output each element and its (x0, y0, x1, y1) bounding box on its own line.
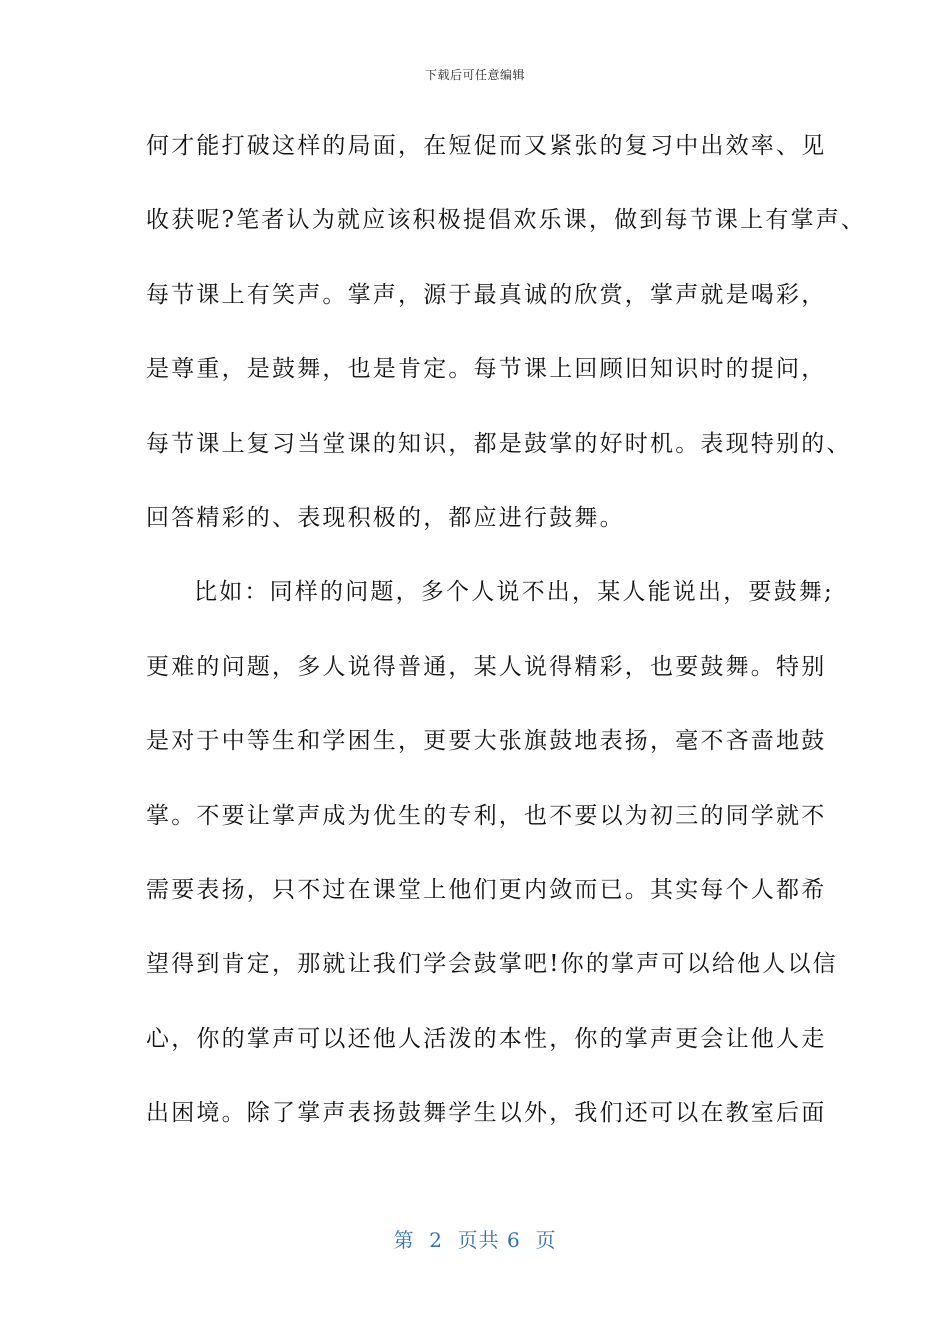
paragraph-line: 望得到肯定，那就让我们学会鼓掌吧!你的掌声可以给他人以信 (146, 951, 838, 978)
paragraph-line: 出困境。除了掌声表扬鼓舞学生以外，我们还可以在教室后面 (146, 1100, 827, 1127)
page-footer (0, 1224, 950, 1253)
paragraph-line: 回答精彩的、表现积极的，都应进行鼓舞。 (146, 504, 625, 531)
paragraph-line: 何才能打破这样的局面，在短促而又紧张的复习中出效率、见 (146, 133, 827, 159)
paragraph-line: 更难的问题，多人说得普通，某人说得精彩，也要鼓舞。特别 (146, 653, 827, 680)
page-header: 下载后可任意编辑 (424, 68, 525, 82)
paragraph-line: 掌。不要让掌声成为优生的专利，也不要以为初三的同学就不 (146, 802, 827, 829)
paragraph-line: 是尊重，是鼓舞，也是肯定。每节课上回顾旧知识时的提问， (146, 356, 827, 383)
document-body (146, 123, 867, 1164)
paragraph-line: 每节课上复习当堂课的知识，都是鼓掌的好时机。表现特别的、 (146, 430, 852, 457)
paragraph-line-indented: 比如：同样的问题，多个人说不出，某人能说出，要鼓舞; (194, 579, 834, 606)
page-number-label: 第 2 页共 6 页 (393, 1228, 557, 1252)
paragraph-line: 是对于中等生和学困生，更要大张旗鼓地表扬，毫不吝啬地鼓 (146, 728, 827, 755)
paragraph-line: 心，你的掌声可以还他人活泼的本性，你的掌声更会让他人走 (146, 1025, 827, 1052)
paragraph-line: 每节课上有笑声。掌声，源于最真诚的欣赏，掌声就是喝彩， (146, 281, 827, 308)
paragraph-line: 收获呢?笔者认为就应该积极提倡欢乐课，做到每节课上有掌声、 (146, 207, 867, 234)
paragraph-line: 需要表扬，只不过在课堂上他们更内敛而已。其实每个人都希 (146, 876, 827, 903)
